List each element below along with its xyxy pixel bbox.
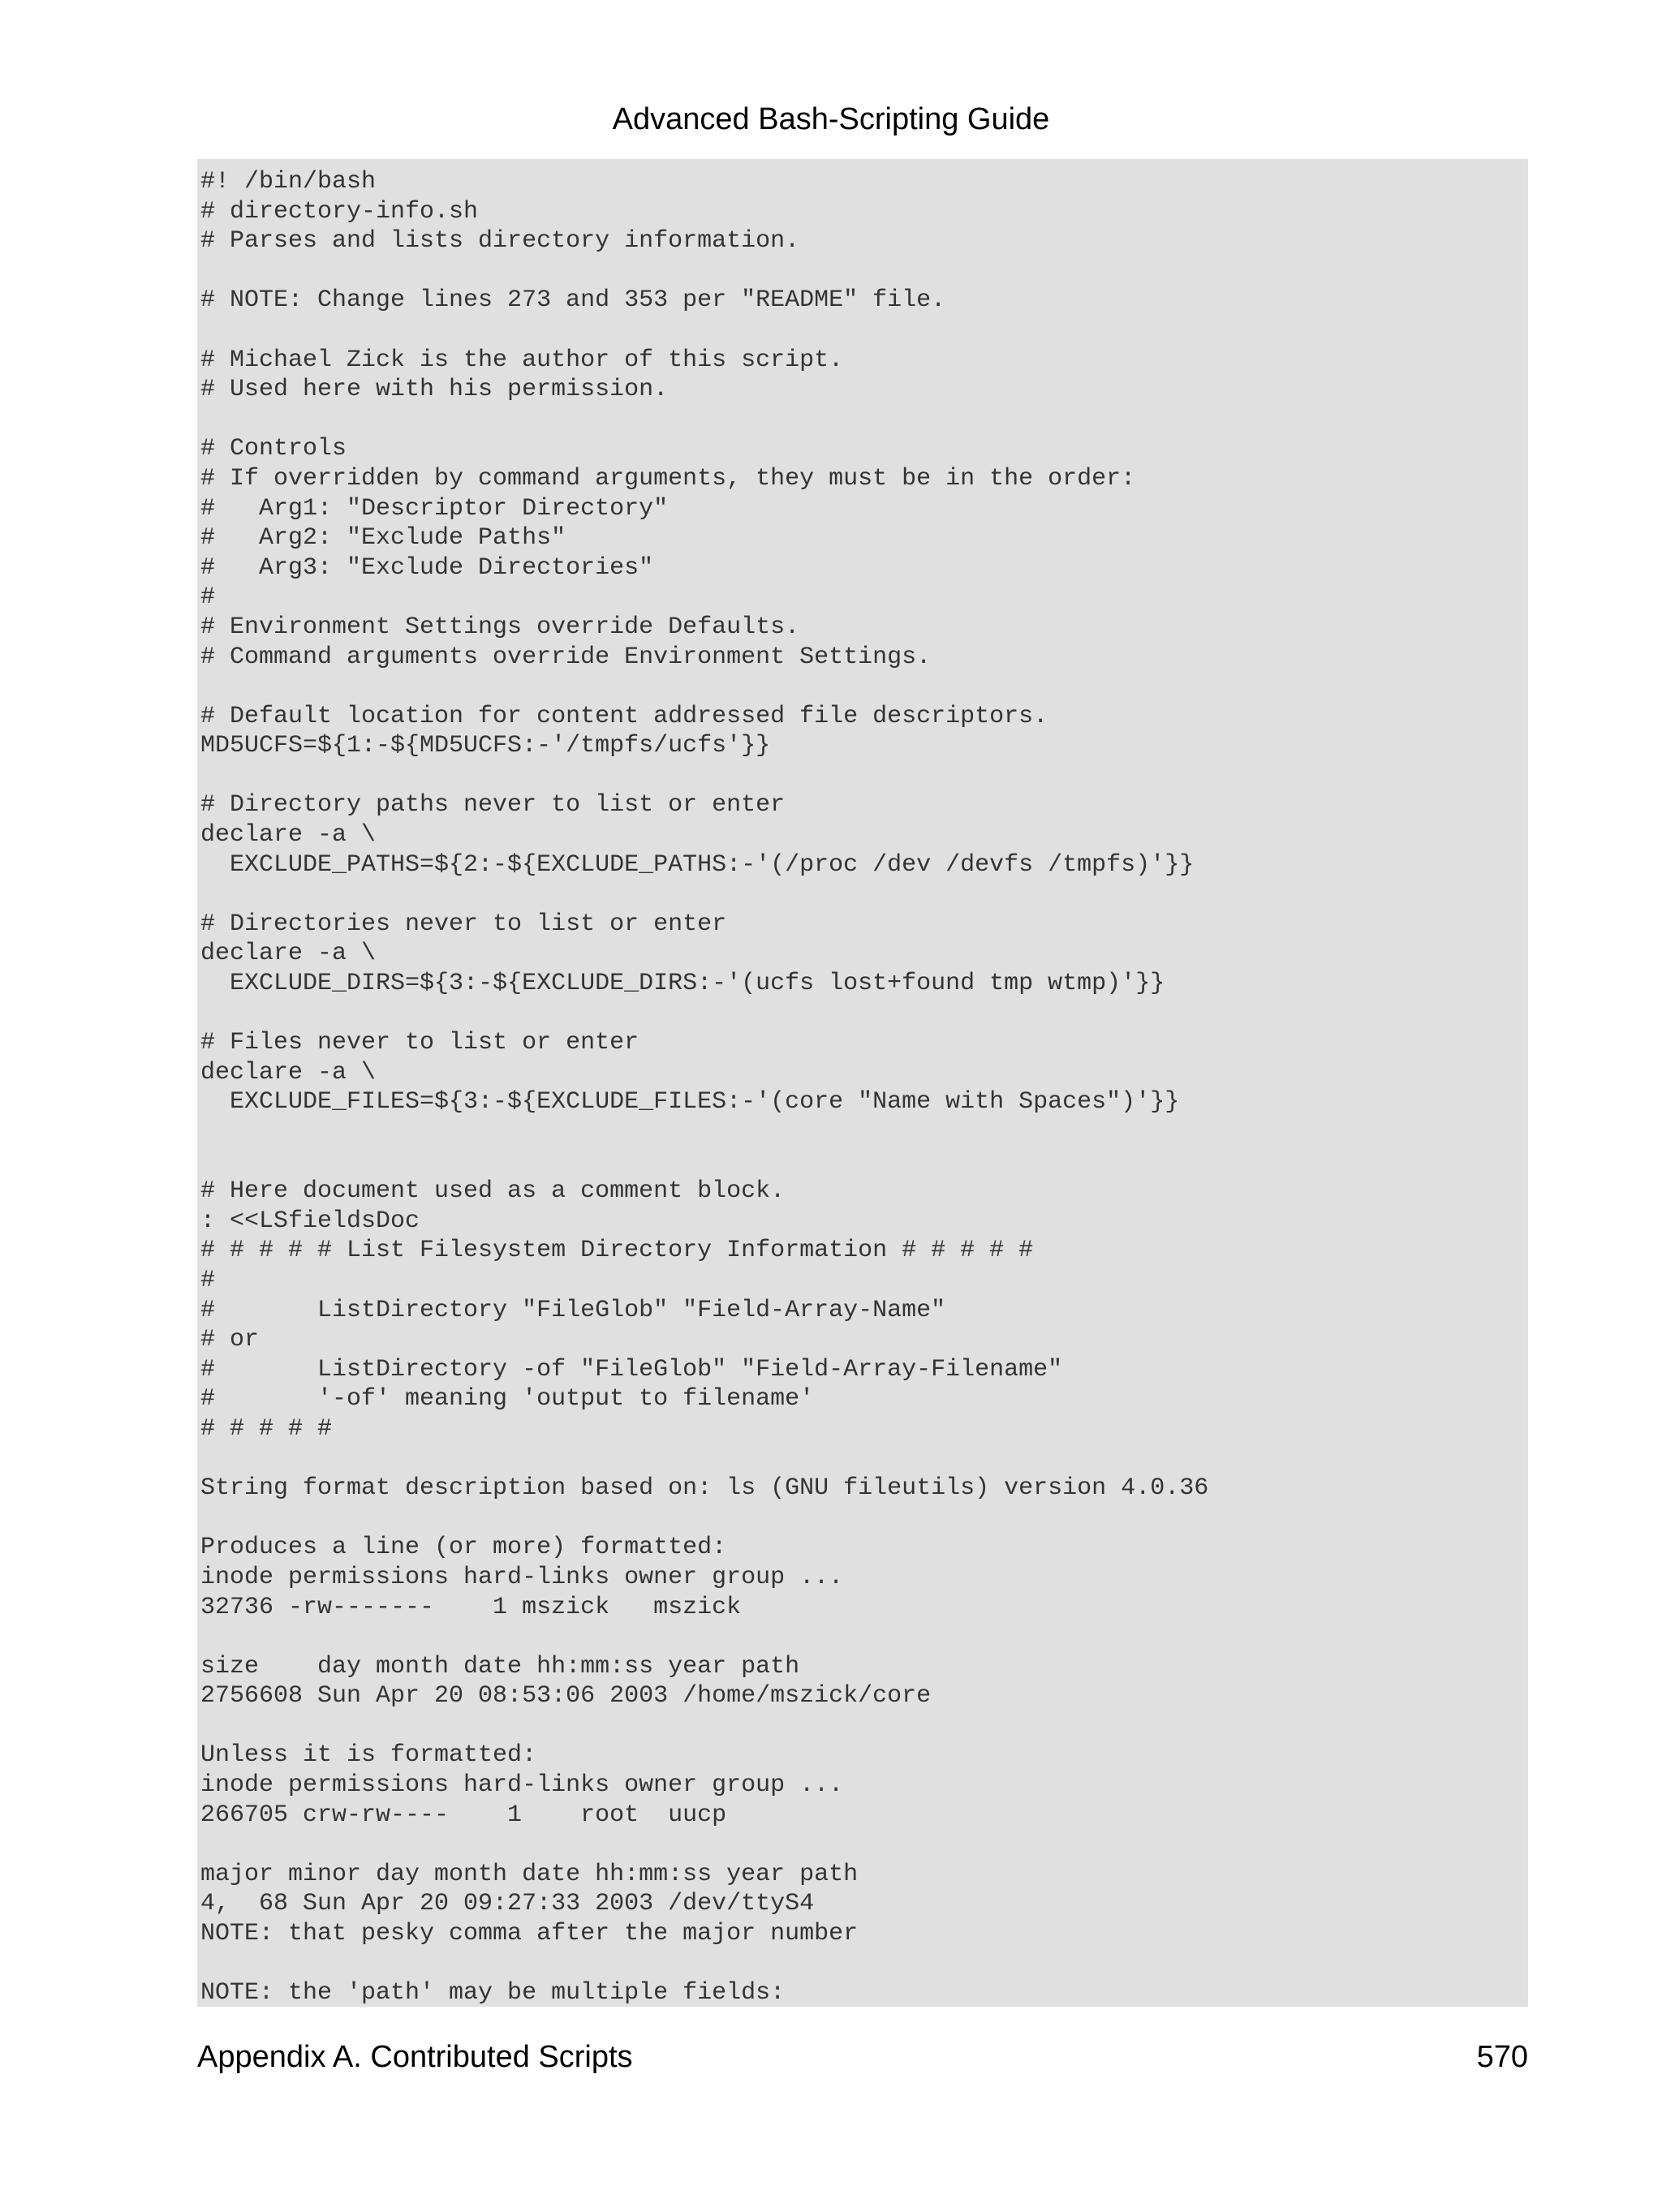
code-line (200, 999, 1528, 1029)
code-line: # Arg3: "Exclude Directories" (200, 553, 654, 582)
code-line (200, 1711, 1528, 1741)
code-line: EXCLUDE_PATHS=${2:-${EXCLUDE_PATHS:-'(/proc /dev /devfs /tmpfs)'}} (200, 850, 1195, 879)
code-line: # Here document used as a comment block. (200, 1177, 786, 1206)
code-line: 32736 -rw------- 1 mszick mszick (200, 1593, 742, 1621)
code-line: inode permissions hard-links owner group ... (200, 1771, 844, 1800)
code-line: # Command arguments override Environment Settings. (200, 643, 932, 671)
code-line: MD5UCFS=${1:-${MD5UCFS:-'/tmpfs/ucfs'}} (200, 732, 771, 760)
code-line: # (200, 1266, 216, 1294)
code-line: String format description based on: ls (GNU fileutils) version 4.0.36 (200, 1474, 1209, 1503)
code-listing (197, 159, 1528, 2007)
code-line: 266705 crw-rw---- 1 root uucp (200, 1801, 727, 1829)
code-line: : <<LSfieldsDoc (200, 1207, 420, 1235)
code-line: # ListDirectory -of "FileGlob" "Field-Array-Filename" (200, 1355, 1063, 1384)
code-line: # Environment Settings override Defaults. (200, 613, 800, 641)
page-header-title: Advanced Bash-Scripting Guide (612, 102, 1050, 136)
code-line (200, 1504, 1528, 1534)
code-line (200, 256, 1528, 286)
code-line: 2756608 Sun Apr 20 08:53:06 2003 /home/mszick/core (200, 1682, 932, 1711)
code-line (200, 316, 1528, 346)
code-line: # # # # # (200, 1414, 333, 1443)
code-line: # Parses and lists directory information. (200, 227, 800, 256)
code-line: NOTE: that pesky comma after the major number (200, 1920, 859, 1948)
code-line (200, 405, 1528, 435)
code-line: # (200, 583, 216, 612)
code-line: # '-of' meaning 'output to filename' (200, 1385, 815, 1414)
code-line (200, 1117, 1528, 1147)
code-line: # Controls (200, 435, 347, 463)
code-line: size day month date hh:mm:ss year path (200, 1652, 800, 1681)
code-line: NOTE: the 'path' may be multiple fields: (200, 1979, 786, 2007)
code-line: # ListDirectory "FileGlob" "Field-Array-Name" (200, 1296, 946, 1324)
code-line: # or (200, 1326, 260, 1354)
footer-section-title: Appendix A. Contributed Scripts (197, 2040, 633, 2074)
code-line: EXCLUDE_DIRS=${3:-${EXCLUDE_DIRS:-'(ucfs lost+found tmp wtmp)'}} (200, 970, 1165, 998)
code-line: # Arg2: "Exclude Paths" (200, 524, 566, 553)
code-line (200, 1622, 1528, 1652)
code-line: # Directories never to list or enter (200, 910, 727, 938)
code-line: declare -a \ (200, 1058, 377, 1087)
code-line: inode permissions hard-links owner group ... (200, 1563, 844, 1591)
code-line: # # # # # List Filesystem Directory Information # # # # # (200, 1237, 1034, 1265)
code-line: Unless it is formatted: (200, 1741, 537, 1770)
code-line: # Files never to list or enter (200, 1029, 639, 1057)
code-line: 4, 68 Sun Apr 20 09:27:33 2003 /dev/ttyS4 (200, 1890, 815, 1918)
code-line: # If overridden by command arguments, they must be in the order: (200, 464, 1136, 493)
code-line: # Default location for content addressed file descriptors. (200, 702, 1048, 730)
code-line: # Michael Zick is the author of this script. (200, 346, 844, 374)
code-line (200, 1147, 1528, 1177)
code-line: EXCLUDE_FILES=${3:-${EXCLUDE_FILES:-'(core "Name with Spaces")'}} (200, 1088, 1180, 1117)
code-line: # directory-info.sh (200, 197, 479, 226)
code-line (200, 1444, 1528, 1474)
code-line (200, 880, 1528, 910)
code-line: # NOTE: Change lines 273 and 353 per "README" file. (200, 286, 946, 315)
code-line: # Arg1: "Descriptor Directory" (200, 494, 669, 523)
code-line (200, 1949, 1528, 1979)
code-line (200, 1830, 1528, 1860)
code-line (200, 761, 1528, 791)
code-line: Produces a line (or more) formatted: (200, 1534, 727, 1562)
code-line: #! /bin/bash (200, 168, 377, 196)
code-line: declare -a \ (200, 821, 377, 850)
code-line: # Used here with his permission. (200, 376, 669, 404)
code-line: major minor day month date hh:mm:ss year path (200, 1860, 859, 1888)
code-line: declare -a \ (200, 940, 377, 968)
code-line (200, 672, 1528, 702)
footer-page-number: 570 (1476, 2040, 1528, 2074)
code-line: # Directory paths never to list or enter (200, 791, 786, 820)
